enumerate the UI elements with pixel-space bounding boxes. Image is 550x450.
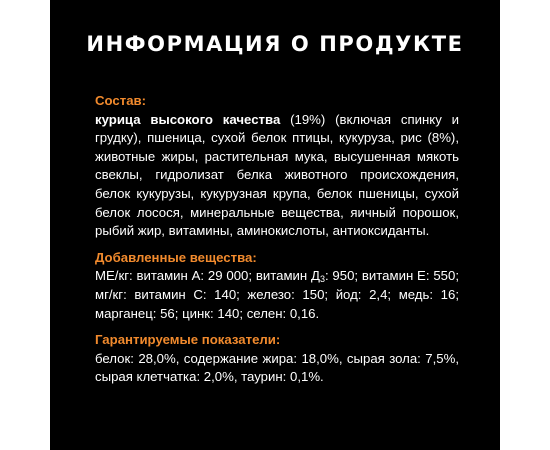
additives-heading: Добавленные вещества: (95, 249, 257, 265)
guaranteed-heading: Гарантируемые показатели: (95, 332, 281, 348)
page-title: ИНФОРМАЦИЯ О ПРОДУКТЕ (86, 32, 464, 56)
additives-section (95, 249, 459, 323)
composition-section (95, 92, 459, 241)
product-info-panel (50, 0, 500, 450)
vitamin-d-subscript: 3 (319, 274, 325, 285)
guaranteed-section (95, 331, 459, 387)
additives-text (95, 267, 459, 323)
composition-highlight: курица высокого качества (95, 111, 281, 127)
additives-text-end: : 950; витамин Е: 550; мг/кг: витамин С: 140; железо: 150; йод: 2,4; медь: 16; марганец: 56; цинк: 140; селен: 0,16. (95, 268, 459, 321)
composition-heading: Состав: (95, 93, 147, 108)
additives-text-start: МЕ/кг: витамин А: 29 000; витамин Д (95, 268, 320, 284)
guaranteed-text: белок: 28,0%, содержание жира: 18,0%, сырая зола: 7,5%, сырая клетчатка: 2,0%, таурин: 0,1%. (95, 350, 459, 385)
composition-text (95, 111, 459, 241)
composition-ingredients: (19%) (включая спинку и грудку), пшеница, сухой белок птицы, кукуруза, рис (8%), животные жиры, растительная мука, высушенная мякоть свеклы, гидролизат белка животного происхождения, белок кукурузы, кукурузная крупа, белок пшеницы, сухой белок лосося, минеральные вещества, яичный порошок, рыбий жир, витамины, аминокислоты, антиоксиданты. (95, 111, 459, 239)
product-info-content (95, 92, 459, 387)
